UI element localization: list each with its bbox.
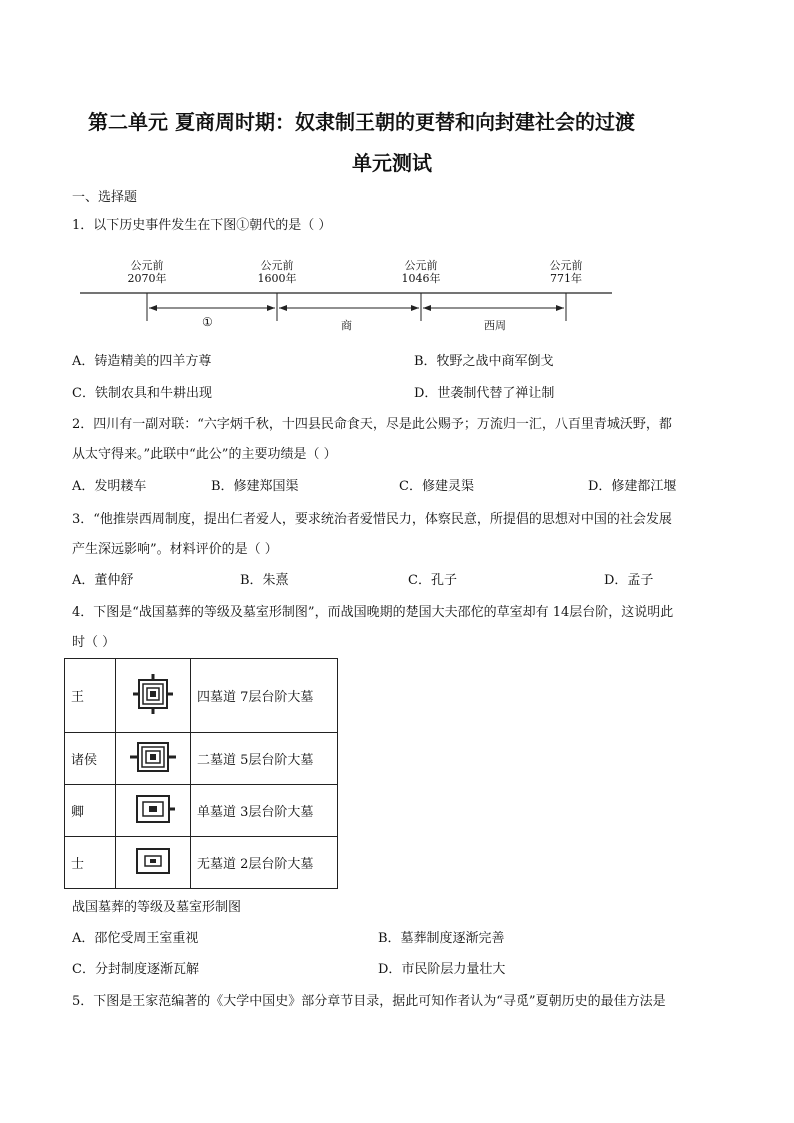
document-title: 第二单元 夏商周时期：奴隶制王朝的更替和向封建社会的过渡 — [88, 110, 635, 134]
tomb-plan-icon — [116, 785, 191, 837]
option-b: B．墓葬制度逐渐完善 — [378, 931, 505, 946]
option-c: C．铁制农具和牛耕出现 — [72, 386, 212, 401]
rank-cell: 卿 — [65, 785, 116, 837]
option-d: D．修建都江堰 — [588, 479, 677, 494]
tomb-plan-icon — [116, 837, 191, 889]
rank-cell: 王 — [65, 659, 116, 733]
table-caption: 战国墓葬的等级及墓室形制图 — [72, 900, 242, 915]
timeline-label: 公元前 1046年 — [401, 259, 441, 285]
timeline-figure — [80, 255, 620, 335]
option-a: A．发明耧车 — [72, 479, 147, 494]
tomb-description: 二墓道 5层台阶大墓 — [191, 733, 338, 785]
timeline-label: 公元前 1600年 — [257, 259, 297, 285]
option-a: A．邵佗受周王室重视 — [72, 931, 199, 946]
option-c: C．分封制度逐渐瓦解 — [72, 962, 199, 977]
option-c: C．孔子 — [408, 573, 457, 588]
tomb-plan-icon — [116, 733, 191, 785]
table-row — [65, 733, 338, 785]
question-5-line1: 5．下图是王家范编著的《大学中国史》部分章节目录，据此可知作者认为“寻觅”夏朝历史的最佳方法是 — [72, 994, 666, 1009]
question-3-line1: 3．“他推崇西周制度，提出仁者爱人，要求统治者爱惜民力，体察民意，所提倡的思想对中国的社会发展 — [72, 512, 672, 527]
arrow-head — [279, 305, 287, 311]
arrow-head — [267, 305, 275, 311]
question-3-line2: 产生深远影响”。材料评价的是（ ） — [72, 542, 278, 557]
table-row — [65, 659, 338, 733]
option-d: D．世袭制代替了禅让制 — [414, 386, 555, 401]
table-row — [65, 785, 338, 837]
option-b: B．朱熹 — [240, 573, 289, 588]
option-b: B．牧野之战中商军倒戈 — [414, 354, 554, 369]
arrow-head — [411, 305, 419, 311]
option-d: D．孟子 — [604, 573, 654, 588]
question-4-line1: 4．下图是“战国墓葬的等级及墓室形制图”，而战国晚期的楚国大夫邵佗的草室却有 14层台阶，这说明此 — [72, 605, 674, 620]
span-label: 西周 — [484, 319, 506, 332]
option-c: C．修建灵渠 — [399, 479, 474, 494]
document-subtitle: 单元测试 — [352, 151, 432, 175]
option-a: A．铸造精美的四羊方尊 — [72, 354, 212, 369]
tomb-description: 单墓道 3层台阶大墓 — [191, 785, 338, 837]
tomb-plan-icon — [116, 659, 191, 733]
rank-cell: 诸侯 — [65, 733, 116, 785]
span-label: ① — [202, 315, 213, 329]
table-row — [65, 837, 338, 889]
option-d: D．市民阶层力量壮大 — [378, 962, 506, 977]
section-heading: 一、选择题 — [72, 190, 138, 205]
arrow-head — [423, 305, 431, 311]
option-b: B．修建郑国渠 — [211, 479, 299, 494]
rank-cell: 士 — [65, 837, 116, 889]
question-2-line1: 2．四川有一副对联：“六字炳千秋，十四县民命食天，尽是此公赐予；万流归一汇，八百里青城沃野，都 — [72, 417, 672, 432]
timeline-label: 公元前 771年 — [549, 259, 583, 285]
timeline-label: 公元前 2070年 — [127, 259, 167, 285]
tomb-description: 无墓道 2层台阶大墓 — [191, 837, 338, 889]
question-4-line2: 时（ ） — [72, 635, 116, 650]
arrow-head — [556, 305, 564, 311]
tomb-table — [64, 658, 338, 889]
span-label: 商 — [341, 319, 352, 332]
question-1-stem: 1．以下历史事件发生在下图①朝代的是（ ） — [72, 218, 332, 233]
tomb-description: 四墓道 7层台阶大墓 — [191, 659, 338, 733]
option-a: A．董仲舒 — [72, 573, 134, 588]
arrow-head — [149, 305, 157, 311]
question-2-line2: 从太守得来。”此联中“此公”的主要功绩是（ ） — [72, 447, 337, 462]
